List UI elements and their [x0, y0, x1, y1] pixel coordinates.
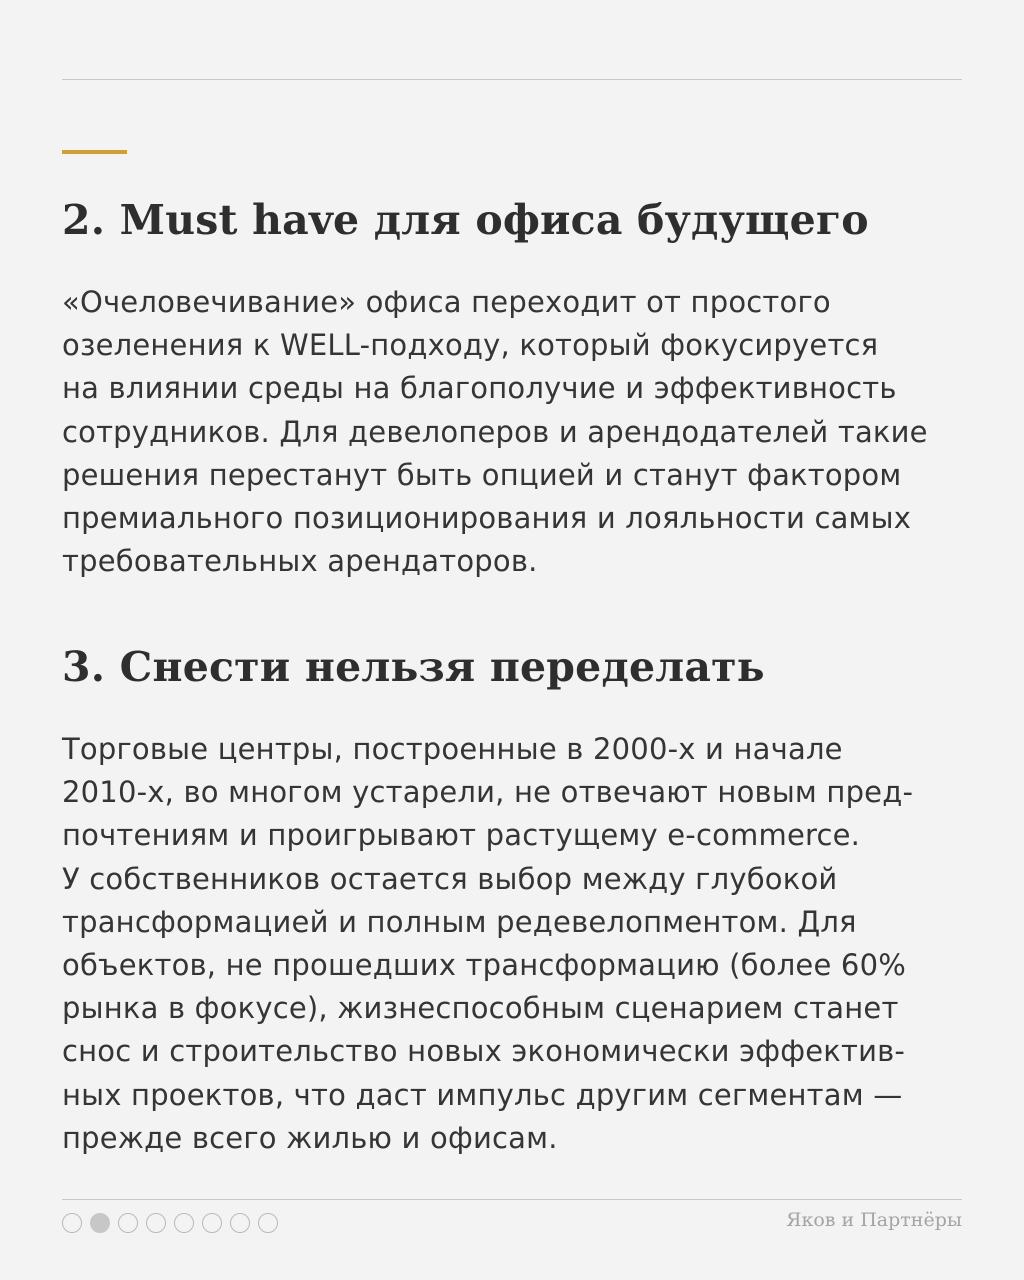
section-3-line: У собственников остается выбор между глубокой	[62, 861, 838, 896]
section-3-line: прежде всего жилью и офисам.	[62, 1120, 558, 1155]
section-3-line: трансформацией и полным редевелопментом. Для	[62, 904, 857, 939]
pagination-dot[interactable]	[174, 1213, 194, 1233]
section-3-body	[62, 728, 913, 1160]
section-2-line: премиального позиционирования и лояльности самых	[62, 501, 912, 536]
top-divider	[62, 79, 962, 80]
bottom-divider	[62, 1199, 962, 1200]
section-3-line: почтениям и проигрывают растущему e-commerce.	[62, 818, 861, 853]
pagination-dot[interactable]	[62, 1213, 82, 1233]
pagination-dot[interactable]	[146, 1213, 166, 1233]
section-3-line: ных проектов, что даст импульс другим сегментам —	[62, 1077, 903, 1112]
section-3-line: снос и строительство новых экономически эффектив-	[62, 1034, 906, 1069]
section-2-line: озеленения к WELL-подходу, который фокусируется	[62, 328, 879, 363]
pagination-dot-active[interactable]	[90, 1213, 110, 1233]
section-3-line: Торговые центры, построенные в 2000-х и начале	[62, 732, 843, 766]
section-2-line: требовательных арендаторов.	[62, 544, 538, 579]
section-3-title: 3. Снести нельзя переделать	[62, 643, 765, 691]
pagination-dot[interactable]	[118, 1213, 138, 1233]
accent-bar	[62, 150, 127, 154]
pagination-dot[interactable]	[230, 1213, 250, 1233]
section-2-line: сотрудников. Для девелоперов и арендодателей такие	[62, 414, 928, 449]
pagination-dot[interactable]	[258, 1213, 278, 1233]
pagination-dots	[62, 1213, 278, 1233]
section-2-line: «Очеловечивание» офиса переходит от простого	[62, 285, 831, 319]
section-2-line: решения перестанут быть опцией и станут фактором	[62, 457, 902, 492]
section-3-line: рынка в фокусе), жизнеспособным сценарием станет	[62, 991, 899, 1026]
section-3-line: 2010-х, во многом устарели, не отвечают новым пред-	[62, 775, 914, 810]
brand-name: Яков и Партнёры	[786, 1209, 962, 1231]
section-2-body	[62, 281, 928, 583]
section-2-title: 2. Must have для офиса будущего	[62, 196, 869, 244]
pagination-dot[interactable]	[202, 1213, 222, 1233]
section-2-line: на влиянии среды на благополучие и эффективность	[62, 371, 897, 406]
section-3-line: объектов, не прошедших трансформацию (более 60%	[62, 948, 906, 983]
